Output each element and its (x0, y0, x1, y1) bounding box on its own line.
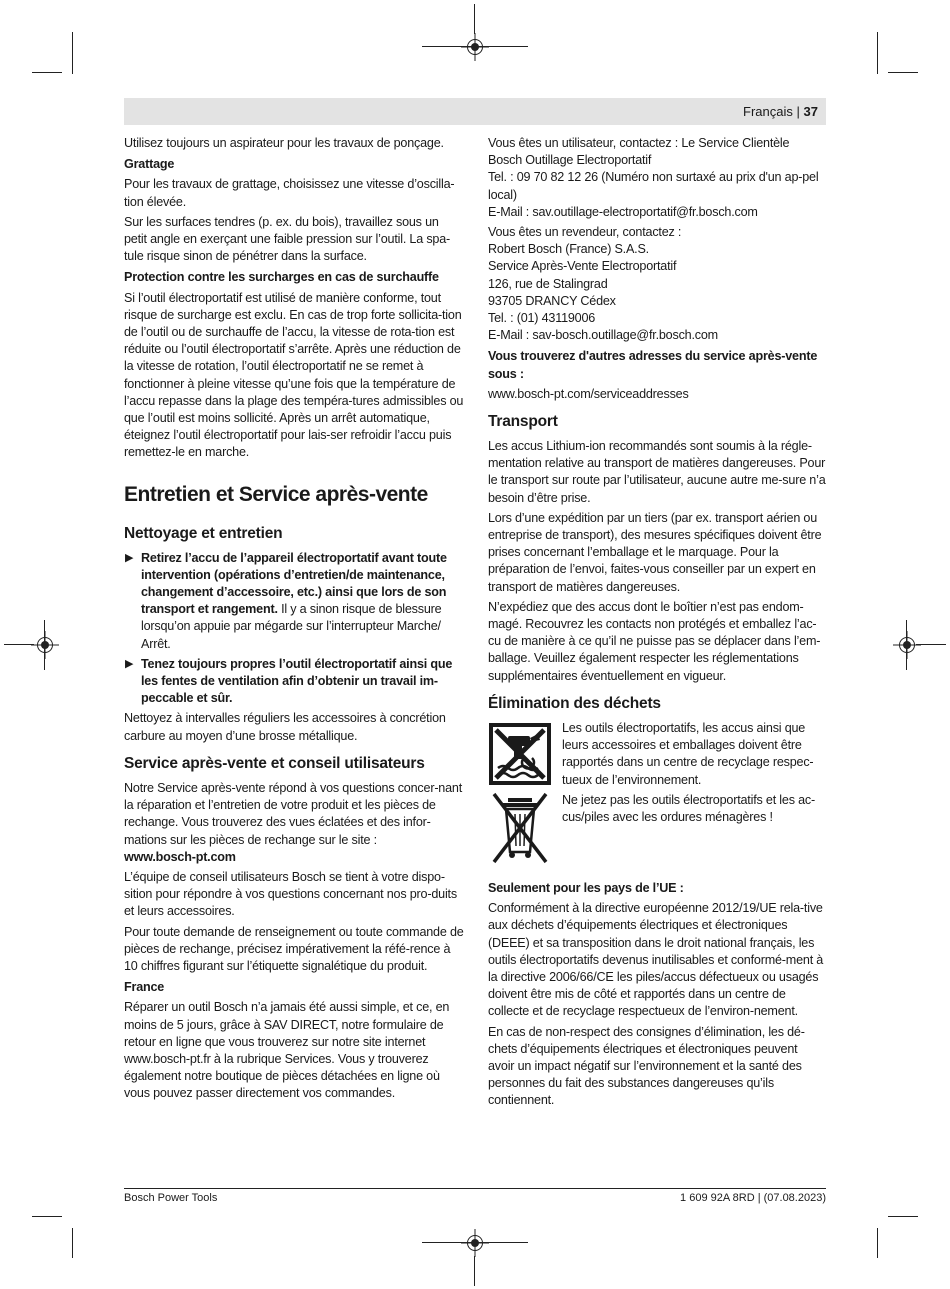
registration-mark-icon (467, 39, 483, 55)
contact-line: E-Mail : sav-bosch.outillage@fr.bosch.com (488, 328, 718, 343)
registration-mark-icon (899, 637, 915, 653)
disposal-paragraph: Les outils électroportatifs, les accus ainsi que leurs accessoires et emballages doivent être rapportés dans un centre de recyclage respec-tueux de l’environnement. (562, 720, 814, 787)
crop-mark (32, 72, 62, 73)
right-column (488, 135, 826, 1113)
addresses-url: www.bosch-pt.com/serviceaddresses (488, 386, 689, 401)
registration-mark-icon (467, 1235, 483, 1251)
transport-paragraph: Lors d’une expédition par un tiers (par ex. transport aérien ou entreprise de transport), des mesures spécifiques doivent être prises concernant l’emballage et le marquage. Pour la préparation de l’envoi, faites-vous conseiller par un expert en transport de matières dangereuses. (488, 510, 822, 594)
crossed-out-bin-icon (488, 792, 552, 866)
footer-brand: Bosch Power Tools (124, 1192, 218, 1204)
bullet-bold-text: Retirez l’accu de l’appareil électroportatif avant toute intervention (opérations d’entretien/de maintenance, changement d’accessoire, etc.) ainsi que lors de son transport et rangement. (141, 550, 447, 617)
contact-line: 93705 DRANCY Cédex (488, 293, 616, 308)
transport-paragraph: Les accus Lithium-ion recommandés sont soumis à la régle-mentation relative au transport de matières dangereuses. Pour le transport sur route par l’utilisateur, aucune autre me-sure n’a besoin d’être prise. (488, 439, 826, 505)
bullet-arrow-icon: ▶ (125, 657, 134, 670)
disposal-block (488, 720, 826, 870)
contact-line: E-Mail : sav.outillage-electroportatif@fr.bosch.com (488, 204, 758, 219)
intro-paragraph: Utilisez toujours un aspirateur pour les travaux de ponçage. (124, 136, 444, 150)
contact-line: Service Après-Vente Electroportatif (488, 259, 677, 274)
service-paragraph: L’équipe de conseil utilisateurs Bosch se tient à votre dispo-sition pour répondre à vos questions concernant nos pro-duits et leurs accessoires. (124, 869, 457, 919)
service-heading: Service après-vente et conseil utilisateurs (124, 754, 425, 772)
service-paragraph: Pour toute demande de renseignement ou toute commande de pièces de rechange, précisez impérativement la réfé-rence à 10 chiffres figurant sur l’étiquette signalétique du produit. (124, 924, 464, 973)
dealer-contact (488, 224, 826, 344)
contact-line: Robert Bosch (France) S.A.S. (488, 242, 649, 257)
eu-paragraph: Conformément à la directive européenne 2012/19/UE rela-tive aux déchets d’équipements électriques et électroniques (DEEE) et sa transposition dans le droit national français, les outils électroportatifs devenus inutilisables et conformé-ment à la directive 2006/66/CE les piles/accus défectueux ou usagés doivent être mis de côté et rapportés dans un centre de collecte et de recyclage respectueux de l’environ-nement. (488, 901, 824, 1019)
grattage-paragraph: Pour les travaux de grattage, choisissez une vitesse d’oscilla-tion élevée. (124, 177, 455, 209)
contact-line: Bosch Outillage Electroportatif (488, 153, 652, 168)
bullet-text: Il y a sinon risque de blessure lorsqu’on appuie par mégarde sur l’interrupteur Marche/ Arrêt. (141, 602, 442, 651)
bullet-arrow-icon: ▶ (125, 551, 134, 564)
safety-bullet (124, 656, 464, 708)
addresses-heading: Vous trouverez d'autres adresses du service après-vente sous : (488, 349, 818, 381)
contact-line: Tel. : (01) 43119006 (488, 311, 596, 326)
crop-mark (32, 1216, 62, 1217)
crop-mark (474, 4, 475, 34)
user-contact (488, 135, 826, 221)
contact-line: Vous êtes un revendeur, contactez : (488, 225, 682, 240)
page-header (743, 104, 818, 119)
grattage-paragraph: Sur les surfaces tendres (p. ex. du bois), travaillez sous un petit angle en exerçant une faible pression sur l’outil. La spa-tule risque sinon de pénétrer dans la surface. (124, 214, 451, 264)
crop-mark (474, 1256, 475, 1286)
page-number: 37 (803, 104, 818, 119)
grattage-heading: Grattage (124, 157, 175, 172)
footer-docref: 1 609 92A 8RD | (07.08.2023) (680, 1192, 826, 1204)
eu-heading: Seulement pour les pays de l’UE : (488, 880, 684, 895)
crop-mark (72, 32, 73, 74)
bullet-bold-text: Tenez toujours propres l’outil électroportatif ainsi que les fentes de ventilation afin d’obtenir un travail im-peccable et sûr. (141, 656, 453, 706)
section-title: Entretien et Service après-vente (124, 482, 428, 506)
crop-mark (877, 1228, 878, 1258)
left-column (124, 135, 464, 1106)
protection-paragraph: Si l’outil électroportatif est utilisé de manière conforme, tout risque de surcharge est exclu. En cas de trop forte sollicita-tion de l’outil ou de surchauffe de l’accu, la vitesse de rota-tion est réduite ou l’outil électroportatif s’arrête. Après une réduction de la vitesse de rotation, l’outil électroportatif ne se remet à fonctionner à pleine vitesse qu’une fois que la température de l’accu repasse dans la plage des tempéra-tures admissibles ou que l’outil est moins sollicité. Après un arrêt automatique, éteignez l’outil électroportatif pour lais-ser refroidir l’accu puis remettez-le en marche. (124, 290, 464, 460)
footer-rule (124, 1188, 826, 1189)
header-separator: | (796, 104, 800, 119)
contact-line: 126, rue de Stalingrad (488, 276, 608, 291)
registration-mark-icon (37, 637, 53, 653)
cleaning-heading: Nettoyage et entretien (124, 524, 283, 542)
contact-line: Vous êtes un utilisateur, contactez : Le Service Clientèle (488, 136, 790, 150)
service-url: www.bosch-pt.com (124, 849, 236, 864)
crop-mark (4, 644, 34, 645)
service-paragraph: Notre Service après-vente répond à vos questions concer-nant la réparation et l’entretien de votre produit et les pièces de rechange. Vous trouverez des vues éclatées et des infor-mations sur les pièces de rechange sur le site : (124, 780, 463, 847)
no-power-tools-in-water-icon (488, 722, 552, 786)
cleaning-paragraph: Nettoyez à intervalles réguliers les accessoires à concrétion carbure au moyen d’une brosse métallique. (124, 711, 446, 743)
crop-mark (888, 1216, 918, 1217)
crop-mark (72, 1228, 73, 1258)
header-language: Français (743, 104, 793, 119)
disposal-paragraph: Ne jetez pas les outils électroportatifs et les ac-cus/piles avec les ordures ménagères ! (562, 792, 815, 824)
crop-mark (888, 72, 918, 73)
contact-line: Tel. : 09 70 82 12 26 (Numéro non surtaxé au prix d'un ap-pel local) (488, 170, 819, 202)
transport-heading: Transport (488, 413, 558, 431)
header-bar (124, 98, 826, 125)
disposal-heading: Élimination des déchets (488, 694, 661, 712)
france-heading: France (124, 980, 165, 995)
safety-bullet (124, 550, 464, 653)
crop-mark (877, 32, 878, 74)
protection-heading: Protection contre les surcharges en cas de surchauffe (124, 270, 439, 285)
eu-paragraph: En cas de non-respect des consignes d’élimination, les dé-chets d’équipements électriques et électroniques peuvent avoir un impact négatif sur l’environnement et la santé des personnes du fait des substances dangereuses qu’ils contiennent. (488, 1024, 805, 1108)
transport-paragraph: N’expédiez que des accus dont le boîtier n’est pas endom-magé. Recouvrez les contacts non protégés et emballez l’ac-cu de manière à ce qu’il ne puisse pas se déplacer dans l’em-ballage. Veuillez également respecter les réglementations supplémentaires éventuellement en vigueur. (488, 599, 821, 683)
france-paragraph: Réparer un outil Bosch n’a jamais été aussi simple, et ce, en moins de 5 jours, grâce à SAV DIRECT, notre formulaire de retour en ligne que vous trouverez sur notre site internet www.bosch-pt.fr à la rubrique Services. Vous y trouverez également notre boutique de pièces détachées en ligne où vous pouvez passer directement vos commandes. (124, 1000, 450, 1101)
